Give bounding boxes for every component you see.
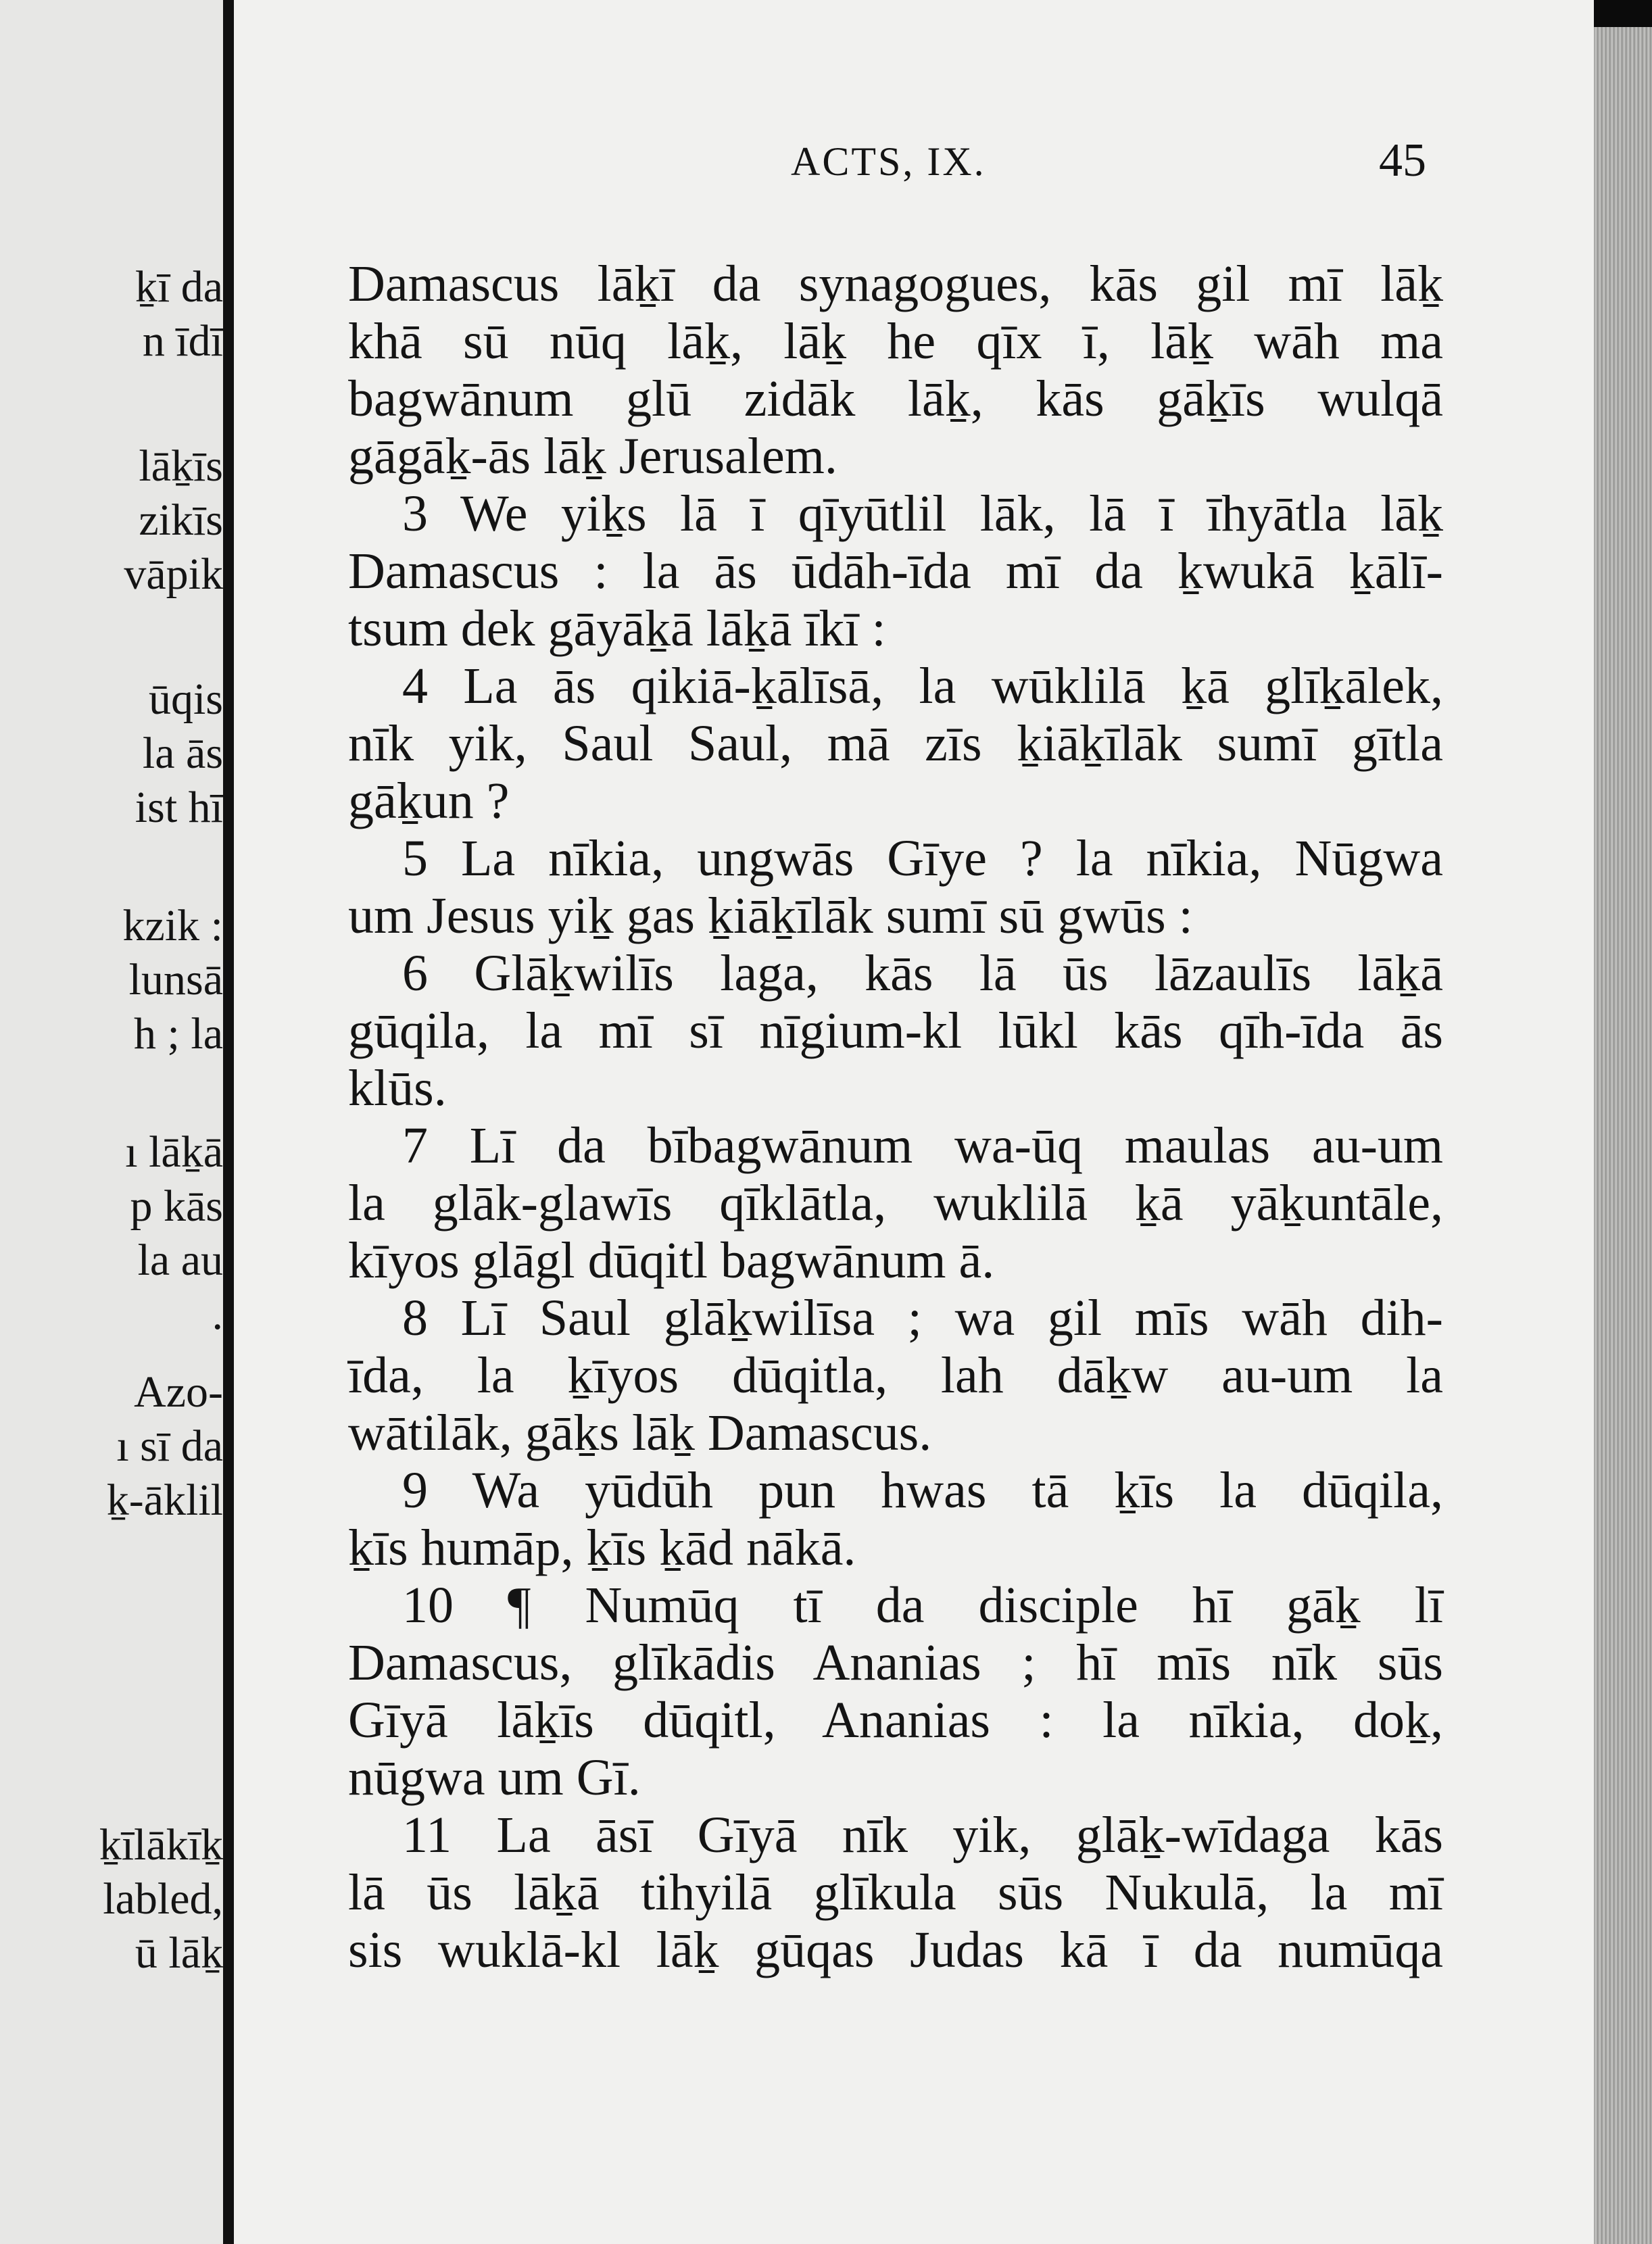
text-line: 5 La nīkia, ungwās Gīye ? la nīkia, Nūgwa xyxy=(402,830,1443,887)
page-number: 45 xyxy=(1379,135,1426,187)
facing-page-fragment xyxy=(0,0,223,2244)
page-edge xyxy=(1594,27,1652,2244)
facing-page-line: ḵī da xyxy=(135,262,223,312)
facing-page-line: ı lāḵā xyxy=(125,1127,223,1177)
facing-page-line: ı sī da xyxy=(116,1421,223,1471)
facing-page-line: Azo- xyxy=(134,1367,223,1417)
text-line: 9 Wa yūdūh pun hwas tā ḵīs la dūqila, xyxy=(402,1462,1443,1519)
text-line: la glāk-glawīs qīklātla, wuklilā ḵā yāḵuntāle, xyxy=(348,1175,1443,1231)
facing-page-line: ḵīlākīḵ xyxy=(99,1820,223,1870)
facing-page-line: kzik : xyxy=(122,901,223,950)
facing-page-line: la au xyxy=(137,1236,223,1285)
text-line: wātilāk, gāḵs lāḵ Damascus. xyxy=(348,1405,932,1461)
text-line: ḵīs humāp, ḵīs ḵād nākā. xyxy=(348,1519,856,1576)
text-line: klūs. xyxy=(348,1060,447,1117)
facing-page-line: ḵ-āklil xyxy=(106,1475,223,1525)
text-line: 8 Lī Saul glāḵwilīsa ; wa gil mīs wāh dih- xyxy=(402,1290,1443,1346)
text-line: tsum dek gāyāḵā lāḵā īkī : xyxy=(348,600,886,657)
text-line: gāḵun ? xyxy=(348,773,510,829)
text-line: 6 Glāḵwilīs laga, kās lā ūs lāzaulīs lāḵā xyxy=(402,945,1443,1002)
text-line: khā sū nūq lāḵ, lāḵ he qīx ī, lāḵ wāh ma xyxy=(348,313,1443,370)
facing-page-line: ūqis xyxy=(148,675,223,724)
text-line: kīyos glāgl dūqitl bagwānum ā. xyxy=(348,1232,995,1289)
text-line: 4 La ās qikiā-ḵālīsā, la wūklilā ḵā glīḵālek, xyxy=(402,658,1443,714)
text-line: 7 Lī da bībagwānum wa-ūq maulas au-um xyxy=(402,1117,1443,1174)
text-line: bagwānum glū zidāk lāḵ, kās gāḵīs wulqā xyxy=(348,370,1443,427)
text-line: gāgāḵ-ās lāḵ Jerusalem. xyxy=(348,428,837,485)
text-line: um Jesus yiḵ gas ḵiāḵīlāk sumī sū gwūs : xyxy=(348,887,1193,944)
facing-page-line: la ās xyxy=(142,729,223,778)
text-line: sis wuklā-kl lāḵ gūqas Judas kā ī da numūqa xyxy=(348,1922,1443,1978)
text-line: Damascus : la ās ūdāh-īda mī da ḵwukā ḵālī- xyxy=(348,543,1443,600)
facing-page-line: n īdī xyxy=(142,316,223,366)
text-line: lā ūs lāḵā tihyilā glīkula sūs Nukulā, la mī xyxy=(348,1864,1443,1921)
text-line: gūqila, la mī sī nīgium-kl lūkl kās qīh-īda ās xyxy=(348,1002,1443,1059)
text-line: Damascus, glīkādis Ananias ; hī mīs nīk sūs xyxy=(348,1634,1443,1691)
text-line: 11 La āsī Gīyā nīk yik, glāḵ-wīdaga kās xyxy=(402,1807,1443,1863)
text-line: Damascus lāḵī da synagogues, kās gil mī lāḵ xyxy=(348,255,1443,312)
text-line: Gīyā lāḵīs dūqitl, Ananias : la nīkia, doḵ, xyxy=(348,1692,1443,1749)
facing-page-line: ist hī xyxy=(135,783,223,832)
facing-page-line: h ; la xyxy=(134,1009,223,1058)
text-line: īda, la ḵīyos dūqitla, lah dāḵw au-um la xyxy=(348,1347,1443,1404)
facing-page-line: lāḵīs xyxy=(139,441,223,491)
facing-page-line: vāpik xyxy=(124,550,223,599)
text-line: nīk yik, Saul Saul, mā zīs ḵiāḵīlāk sumī gītla xyxy=(348,715,1443,772)
text-line: nūgwa um Gī. xyxy=(348,1749,641,1806)
text-line: 10 ¶ Numūq tī da disciple hī gāḵ lī xyxy=(402,1577,1443,1634)
facing-page-line: . xyxy=(212,1290,223,1339)
facing-page-line: lunsā xyxy=(128,955,223,1004)
facing-page-line: ū lāḵ xyxy=(135,1928,223,1978)
facing-page-line: zikīs xyxy=(139,495,223,545)
facing-page-line: p kās xyxy=(130,1181,223,1231)
running-head: ACTS, IX. xyxy=(791,139,986,184)
text-line: 3 We yiḵs lā ī qīyūtlil lāk, lā ī īhyātla lāḵ xyxy=(402,485,1443,542)
facing-page-line: labled, xyxy=(103,1874,223,1924)
book-gutter xyxy=(223,0,234,2244)
